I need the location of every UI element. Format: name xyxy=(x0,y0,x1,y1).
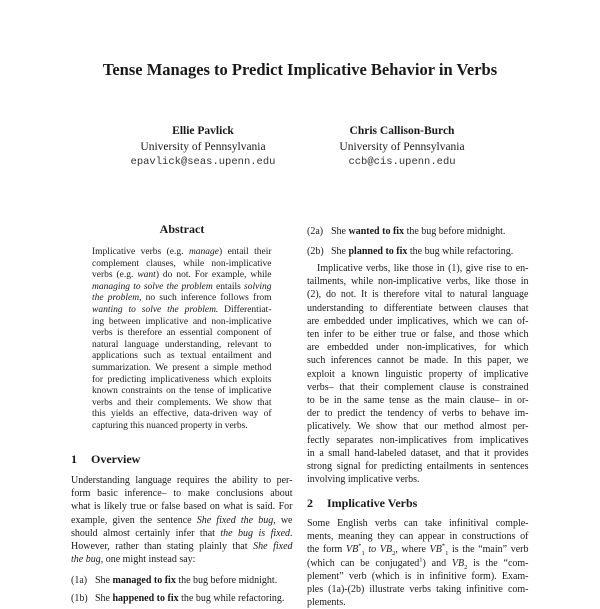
text-line xyxy=(92,363,272,375)
text-line xyxy=(307,381,529,394)
text-line-content xyxy=(92,363,272,373)
text-line xyxy=(92,398,272,410)
text-segment: verbs– that their complement clause is constrained xyxy=(307,381,529,393)
text-line-content xyxy=(307,316,529,327)
text-segment: to be in the same tense as the main clause– in or- xyxy=(307,395,529,407)
text-line xyxy=(92,270,272,282)
text-segment: the form xyxy=(307,544,346,556)
text-segment: applications such as textual entailment and xyxy=(92,351,272,362)
text-segment: for predicting implicativeness which exploits xyxy=(92,374,272,385)
author-email: epavlick@seas.upenn.edu xyxy=(130,156,276,168)
text-line-content xyxy=(92,340,272,350)
text-line xyxy=(92,259,272,271)
text-line xyxy=(92,317,272,329)
section-title: Implicative Verbs xyxy=(327,496,418,510)
text-line xyxy=(307,275,529,288)
section-number: 1 xyxy=(71,452,77,466)
text-segment: , one might instead say: xyxy=(100,554,196,566)
text-segment: involving implicative verbs. xyxy=(307,474,420,486)
text-line-content xyxy=(307,276,529,287)
text-line xyxy=(307,341,529,354)
text-line xyxy=(307,288,529,301)
text-segment: want xyxy=(137,270,156,281)
text-line-content xyxy=(307,558,529,569)
text-segment: the bug xyxy=(71,554,101,566)
text-line xyxy=(92,409,272,421)
text-segment: planned to fix xyxy=(348,246,408,257)
text-segment: fectly separates non-implicatives from implicatives xyxy=(307,434,529,446)
text-line-content xyxy=(307,329,528,340)
text-segment: wanted to fix xyxy=(348,226,405,237)
author-block xyxy=(108,124,298,171)
example-sentence xyxy=(71,574,277,587)
text-segment: natural language understanding, relevant to xyxy=(92,339,272,350)
text-line xyxy=(92,351,272,363)
abstract-body xyxy=(92,247,272,433)
text-segment: , no such inference follows from xyxy=(139,293,272,304)
text-segment: Implicative verbs (e.g. xyxy=(92,247,189,257)
text-line-content xyxy=(71,554,195,565)
text-line xyxy=(307,420,529,433)
text-segment: Implicative verbs, like those in (1), give rise to en- xyxy=(317,263,529,274)
text-line xyxy=(92,305,272,317)
text-line xyxy=(307,517,529,530)
section-2-paragraph xyxy=(307,517,529,609)
text-segment: is the “main” verb xyxy=(448,544,529,556)
text-segment: ments, meaning they can appear in constructions of xyxy=(307,531,529,543)
text-segment: She fixed xyxy=(253,541,293,553)
text-line xyxy=(307,473,529,486)
text-line-content xyxy=(92,247,272,257)
text-segment: However, rather than stating plainly that xyxy=(71,541,254,553)
paper-title: Tense Manages to Predict Implicative Behavior in Verbs xyxy=(102,60,498,79)
text-segment: plements. xyxy=(307,597,346,609)
text-line-content xyxy=(92,305,272,315)
text-line-content xyxy=(307,355,529,366)
text-line-content xyxy=(307,571,529,582)
text-segment: form basic inference– to make conclusions about xyxy=(71,488,293,500)
text-line-content xyxy=(307,369,529,380)
text-segment: Differentiat- xyxy=(218,304,272,315)
text-line-content xyxy=(71,515,293,526)
text-line xyxy=(71,553,293,566)
text-line xyxy=(71,474,293,487)
text-line xyxy=(307,368,529,381)
section-1-heading xyxy=(71,452,140,466)
text-line-content xyxy=(71,528,293,539)
text-line-content xyxy=(307,474,419,485)
text-line xyxy=(307,447,529,460)
example-sentence xyxy=(71,592,284,605)
text-segment: Some English verbs can take infinitival comple- xyxy=(307,518,529,529)
text-line-content xyxy=(307,263,529,274)
text-segment: known constraints on the tense of implicative xyxy=(92,386,272,397)
text-line-content xyxy=(307,544,529,555)
text-line-content xyxy=(71,475,293,486)
text-line xyxy=(92,375,272,387)
text-segment: VB xyxy=(346,544,359,556)
example-label: (2b) xyxy=(307,246,324,257)
text-line-content xyxy=(92,259,272,269)
text-line xyxy=(307,328,529,341)
text-segment: manage xyxy=(188,247,220,257)
section-2-heading xyxy=(307,496,417,510)
text-line-content xyxy=(307,382,528,393)
text-line-content xyxy=(92,421,248,431)
text-line xyxy=(307,530,529,543)
text-line-content xyxy=(307,584,529,595)
text-segment: ing between implicative and non-implicative xyxy=(92,316,272,327)
overview-paragraph xyxy=(71,474,293,566)
text-line-content xyxy=(92,328,272,338)
text-line-content xyxy=(307,303,528,314)
text-line-content xyxy=(307,342,529,353)
text-line xyxy=(307,302,529,315)
text-segment: Understanding language requires the ability to per- xyxy=(71,475,293,486)
text-line xyxy=(307,583,529,596)
text-line xyxy=(307,354,529,367)
text-line-content xyxy=(307,408,529,419)
text-segment: strong signal for predicting entailments in sentences xyxy=(307,461,529,473)
text-segment: 2 xyxy=(392,550,396,557)
text-segment: plement” verb (which is in infinitive form). Exam- xyxy=(307,570,529,582)
text-segment: the bug while refactoring. xyxy=(178,593,285,604)
text-line xyxy=(92,247,272,259)
text-segment: exploit a known linguistic property of implicative xyxy=(307,368,529,380)
author-affiliation: University of Pennsylvania xyxy=(140,140,266,153)
text-line xyxy=(71,487,293,500)
text-line-content xyxy=(92,351,272,361)
text-line xyxy=(92,386,272,398)
text-segment: ples (1a)-(2b) illustrate verbs taking infinitive com- xyxy=(307,584,529,596)
text-line xyxy=(92,282,272,294)
text-line-content xyxy=(307,289,529,300)
example-sentence xyxy=(307,225,505,238)
text-segment: complement clauses, while non-implicative xyxy=(92,258,272,269)
text-segment: ten infer to be either true or false, and those which xyxy=(307,329,529,341)
text-line-content xyxy=(92,375,272,385)
text-segment: is the “com- xyxy=(467,557,529,569)
text-segment: wanting to solve the problem. xyxy=(92,304,219,315)
text-segment: plicatively. We show that our method almost per- xyxy=(307,421,529,433)
text-segment: summarization. We present a simple method xyxy=(92,362,272,373)
text-segment: (which can be conjugated xyxy=(307,557,420,569)
text-segment: . xyxy=(290,527,293,539)
text-segment: She fixed the bug xyxy=(196,514,274,526)
text-line xyxy=(92,340,272,352)
text-line xyxy=(307,543,529,556)
example-label: (1a) xyxy=(71,575,88,586)
section-title: Overview xyxy=(91,452,141,466)
text-line xyxy=(307,394,529,407)
text-segment: VB xyxy=(429,544,442,556)
text-segment: She xyxy=(331,226,349,237)
text-segment: VB xyxy=(451,557,465,569)
text-segment: * xyxy=(358,543,362,551)
text-segment: verbs is therefore an essential component of xyxy=(92,328,272,339)
author-block xyxy=(307,124,497,171)
text-segment: this yields an effective, data-driven way of xyxy=(92,409,272,420)
text-segment: understanding to differentiate between clauses that xyxy=(307,302,529,314)
example-label: (2a) xyxy=(307,226,324,237)
text-segment: der to predict the tendency of verbs to behave im- xyxy=(307,408,529,420)
text-segment: ) and xyxy=(422,557,452,569)
text-line xyxy=(307,407,529,420)
text-segment: ) entail their xyxy=(219,247,272,257)
text-segment: the bug is fixed xyxy=(220,527,291,539)
right-paragraph xyxy=(307,262,529,486)
text-line-content xyxy=(71,501,293,512)
text-segment: , where xyxy=(395,544,430,556)
text-segment: the problem xyxy=(92,293,140,304)
text-segment: (2), do not. It is therefore vital to natural language xyxy=(307,289,529,301)
text-line xyxy=(307,434,529,447)
example-label: (1b) xyxy=(71,593,88,604)
text-line-content xyxy=(307,448,529,459)
text-line-content xyxy=(307,518,529,529)
text-line-content xyxy=(92,386,272,396)
text-line-content xyxy=(71,488,293,499)
text-line-content xyxy=(92,398,272,408)
text-segment: She xyxy=(95,593,113,604)
example-sentence xyxy=(307,245,513,258)
text-line xyxy=(307,315,529,328)
text-line-content xyxy=(92,282,272,292)
text-segment: * xyxy=(441,543,446,551)
text-line-content xyxy=(92,409,272,419)
text-segment: example, given the sentence xyxy=(71,514,197,526)
author-name: Ellie Pavlick xyxy=(172,125,234,137)
author-affiliation: University of Pennsylvania xyxy=(339,140,465,153)
text-segment: 1 xyxy=(361,550,365,557)
text-segment: ) do not. For example, while xyxy=(155,270,272,281)
text-line xyxy=(92,293,272,305)
abstract-heading: Abstract xyxy=(159,222,205,236)
text-segment: tailments, while non-implicative verbs, like those in xyxy=(307,276,529,288)
text-segment: managing to solve the problem xyxy=(92,281,213,292)
text-segment: verbs (e.g. xyxy=(92,270,138,281)
text-segment: verbs and their complements. We show that xyxy=(92,397,272,408)
text-segment: solving xyxy=(244,281,272,292)
text-segment: capturing this nuanced property in verbs. xyxy=(92,420,248,431)
text-segment: what is likely true or false based on what is said. For xyxy=(71,501,293,513)
text-segment: happened to fix xyxy=(112,593,179,604)
text-line-content xyxy=(307,435,529,446)
text-segment: 2 xyxy=(464,563,468,570)
text-line-content xyxy=(92,317,271,327)
text-line xyxy=(92,421,272,433)
section-number: 2 xyxy=(307,496,313,510)
text-line-content xyxy=(307,531,529,542)
text-segment: She xyxy=(95,575,113,586)
text-segment: are embedded under implicatives, which we can of- xyxy=(307,315,529,327)
text-line-content xyxy=(71,541,293,552)
author-name: Chris Callison-Burch xyxy=(349,125,455,137)
text-line xyxy=(307,262,529,275)
text-line-content xyxy=(92,293,272,303)
text-line xyxy=(92,328,272,340)
text-line xyxy=(71,514,293,527)
text-segment: 1 xyxy=(419,556,423,564)
text-segment: such inferences cannot be made. In this paper, we xyxy=(307,355,529,367)
text-line-content xyxy=(307,395,529,406)
text-segment: entails xyxy=(212,281,245,292)
text-segment: She xyxy=(331,246,349,257)
text-segment: the bug while refactoring. xyxy=(407,246,514,257)
text-segment: the bug before midnight. xyxy=(404,226,506,237)
text-line xyxy=(71,500,293,513)
text-segment: to VB xyxy=(364,544,393,556)
text-line xyxy=(307,570,529,583)
text-segment: , we xyxy=(273,514,293,526)
text-line-content xyxy=(307,421,529,432)
text-line xyxy=(307,557,529,570)
text-segment: in a small hand-labeled dataset, and that it provides xyxy=(307,447,529,459)
text-line xyxy=(71,527,293,540)
text-segment: should almost certainly infer that xyxy=(71,527,221,539)
text-segment: managed to fix xyxy=(112,575,176,586)
text-segment: are embedded under non-implicatives, for which xyxy=(307,342,529,354)
text-line-content xyxy=(307,597,346,608)
text-line-content xyxy=(307,461,529,472)
text-line xyxy=(307,596,529,609)
text-line xyxy=(307,460,529,473)
text-line xyxy=(71,540,293,553)
author-email: ccb@cis.upenn.edu xyxy=(348,156,456,168)
text-segment: 1 xyxy=(445,550,449,557)
text-segment: the bug before midnight. xyxy=(175,575,278,586)
text-line-content xyxy=(92,270,272,280)
